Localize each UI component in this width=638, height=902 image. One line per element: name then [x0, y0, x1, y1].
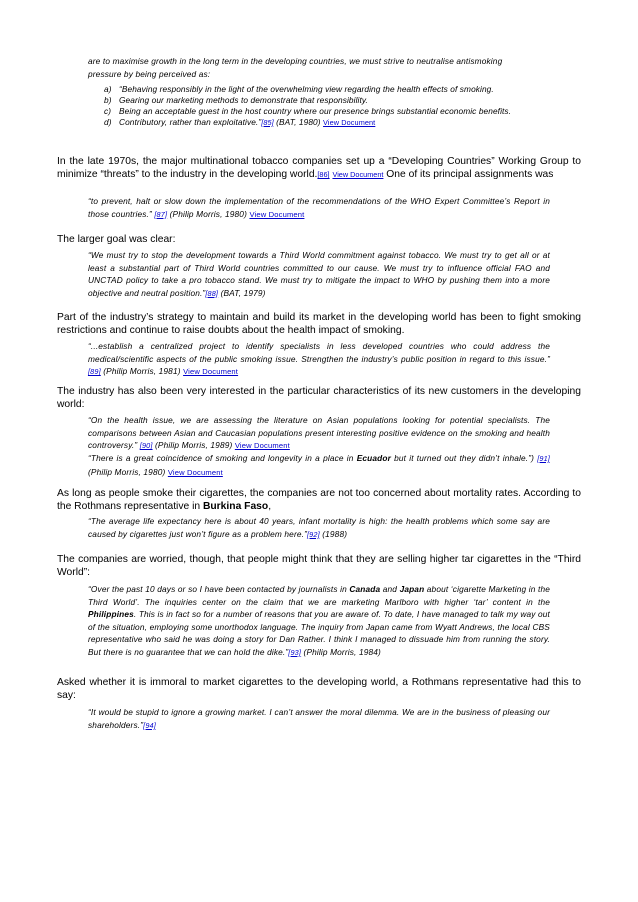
citation: (Philip Morris, 1989) — [152, 440, 235, 451]
place-name: Japan — [399, 584, 425, 594]
citation: (BAT, 1979) — [218, 287, 266, 298]
paragraph-text: The larger goal was clear: — [57, 234, 176, 245]
paragraph-higher-tar — [57, 553, 581, 579]
quote-text: “We must try to stop the development towards a Third World commitment against tobacco. We must try to get all or at least a substantial part of Third World countries committed to our cause. We must try to influence official FAO and UNCTAD policy to take a pro tobacco stand. We must try to mitigate the impact to WHO by pushing them into a more objective and neutral position.” — [88, 250, 550, 298]
paragraph-text: , — [268, 501, 272, 513]
paragraph-larger-goal — [57, 233, 581, 246]
quote-specialists — [88, 340, 550, 379]
paragraph-text: In the late 1970s, the major multinational tobacco companies set up a “Developing Countries” Working Group to minimize “threats” to the industry in the developing world. — [57, 156, 581, 181]
paragraph-strategy — [57, 311, 581, 337]
quote-text: “The average life expectancy here is about 40 years, infant mortality is high: the health problems which some say are caused by cigarettes just won’t figure as a problem here.” — [88, 516, 550, 539]
quote-text: “to prevent, halt or slow down the implementation of the recommendations of the WHO Expert Committee’s Report in those countries.” — [88, 196, 550, 219]
intro-list — [104, 84, 550, 129]
citation: (Philip Morris, 1984) — [301, 646, 381, 657]
list-item — [104, 84, 550, 94]
list-marker: c) — [104, 105, 112, 116]
paragraph-text: The companies are worried, though, that people might think that they are selling higher tar cigarettes in the “Third World”: — [57, 554, 581, 579]
quote-life-expectancy — [88, 515, 550, 541]
list-item — [104, 106, 550, 116]
list-text: Gearing our marketing methods to demonstrate that responsibility. — [119, 94, 368, 105]
quote-who-report — [88, 195, 550, 221]
quote-text: “...establish a centralized project to identify specialists in less developed countries who could address the medical/scientific aspects of the public smoking issue. Strengthen the industry’s public position in regard to this issue.” — [88, 341, 550, 364]
paragraph-text: Asked whether it is immoral to market cigarettes to the developing world, a Rothmans representative had this to say: — [57, 677, 581, 702]
footnote-link[interactable]: [90] — [139, 441, 153, 451]
list-text: Contributory, rather than exploitative.” — [119, 116, 262, 127]
citation: (1988) — [319, 528, 348, 539]
paragraph-text: As long as people smoke their cigarettes, the companies are not too concerned about mortality rates. According to the Rothmans representative in — [57, 488, 581, 513]
list-item-last — [119, 117, 550, 128]
footnote-link[interactable]: [93] — [288, 647, 302, 657]
list-item — [104, 95, 550, 105]
footnote-link[interactable]: [92] — [307, 529, 320, 539]
quote-text: . This is in fact so for a number of reasons that you are aware of. To date, I have managed to talk my way out of the situation, employing some unorthodox language. The inquiry from Japan came from Wyatt Andrews, the local CBS representative who said he was doing a story for Dan Rather. I think I managed to dissuade him from running the story. But there is no guarantee that we can hold the dike.” — [88, 609, 550, 657]
footnote-link[interactable]: [94] — [143, 720, 156, 730]
citation: (Philip Morris, 1980) — [167, 208, 250, 219]
place-name: Canada — [349, 584, 381, 594]
place-name: Philippines — [88, 609, 134, 620]
footnote-link[interactable]: [88] — [205, 288, 219, 298]
quote-text: “On the health issue, we are assessing the literature on Asian populations looking for potential specialists. The comparisons between Asian and Caucasian populations present interesting positive evidence on the smoking and health controversy.” — [88, 415, 550, 451]
footnote-link[interactable]: [86] — [317, 170, 330, 180]
citation: (BAT, 1980) — [273, 116, 324, 127]
footnote-link[interactable]: [89] — [88, 367, 101, 377]
quote-journalists — [88, 583, 550, 660]
quote-text: “There is a great coincidence of smoking and longevity in a place in — [88, 453, 357, 463]
list-marker: a) — [104, 84, 112, 94]
paragraph-immoral — [57, 676, 581, 702]
footnote-link[interactable]: [85] — [261, 117, 274, 127]
view-document-link[interactable]: View Document — [167, 467, 223, 477]
view-document-link[interactable]: View Document — [332, 170, 384, 180]
paragraph-customers — [57, 385, 581, 411]
footnote-link[interactable]: [87] — [154, 209, 168, 219]
quote-ecuador — [88, 452, 550, 479]
place-name: Ecuador — [356, 453, 391, 463]
quote-text: “Over the past 10 days or so I have been contacted by journalists in — [88, 584, 350, 594]
intro-quote — [88, 55, 550, 80]
view-document-link[interactable]: View Document — [234, 441, 290, 451]
place-name: Burkina Faso — [202, 501, 269, 513]
citation: (Philip Morris, 1980) — [88, 466, 168, 477]
list-marker: b) — [104, 94, 112, 105]
list-text: Being an acceptable guest in the host country where our presence brings substantial economic benefits. — [119, 105, 512, 116]
quote-text: but it turned out they didn’t inhale.”) — [390, 453, 538, 463]
list-text: “Behaving responsibly in the light of the overwhelming view regarding the health effects of smoking. — [119, 84, 494, 94]
list-item — [104, 117, 550, 128]
view-document-link[interactable]: View Document — [249, 209, 305, 219]
paragraph-working-group — [57, 155, 581, 181]
quote-third-world — [88, 249, 550, 300]
paragraph-mortality — [57, 487, 581, 513]
paragraph-tail: One of its principal assignments was — [383, 169, 554, 181]
quote-asian-populations — [88, 414, 550, 453]
paragraph-text: The industry has also been very interested in the particular characteristics of its new customers in the developing world: — [57, 386, 581, 411]
list-marker: d) — [104, 116, 112, 127]
quote-shareholders — [88, 706, 550, 732]
quote-text: and — [380, 584, 400, 594]
view-document-link[interactable]: View Document — [183, 367, 239, 377]
citation: (Philip Morris, 1981) — [100, 366, 184, 377]
quote-text: about ‘cigarette Marketing in the Third World’. The inquiries center on the claim that we are marketing Marlboro with higher ‘tar’ content in the — [88, 584, 550, 607]
quote-text: “It would be stupid to ignore a growing market. I can’t answer the moral dilemma. We are in the business of pleasing our shareholders.” — [88, 707, 550, 730]
intro-line-2: pressure by being perceived as: — [88, 68, 211, 79]
paragraph-text: Part of the industry’s strategy to maintain and build its market in the developing world has been to fight smoking restrictions and continue to raise doubts about the health impact of smoking. — [57, 312, 581, 337]
footnote-link[interactable]: [91] — [537, 454, 550, 463]
intro-line-1: are to maximise growth in the long term in the developing countries, we must strive to neutralise antismoking — [88, 56, 503, 66]
view-document-link[interactable]: View Document — [323, 117, 376, 127]
